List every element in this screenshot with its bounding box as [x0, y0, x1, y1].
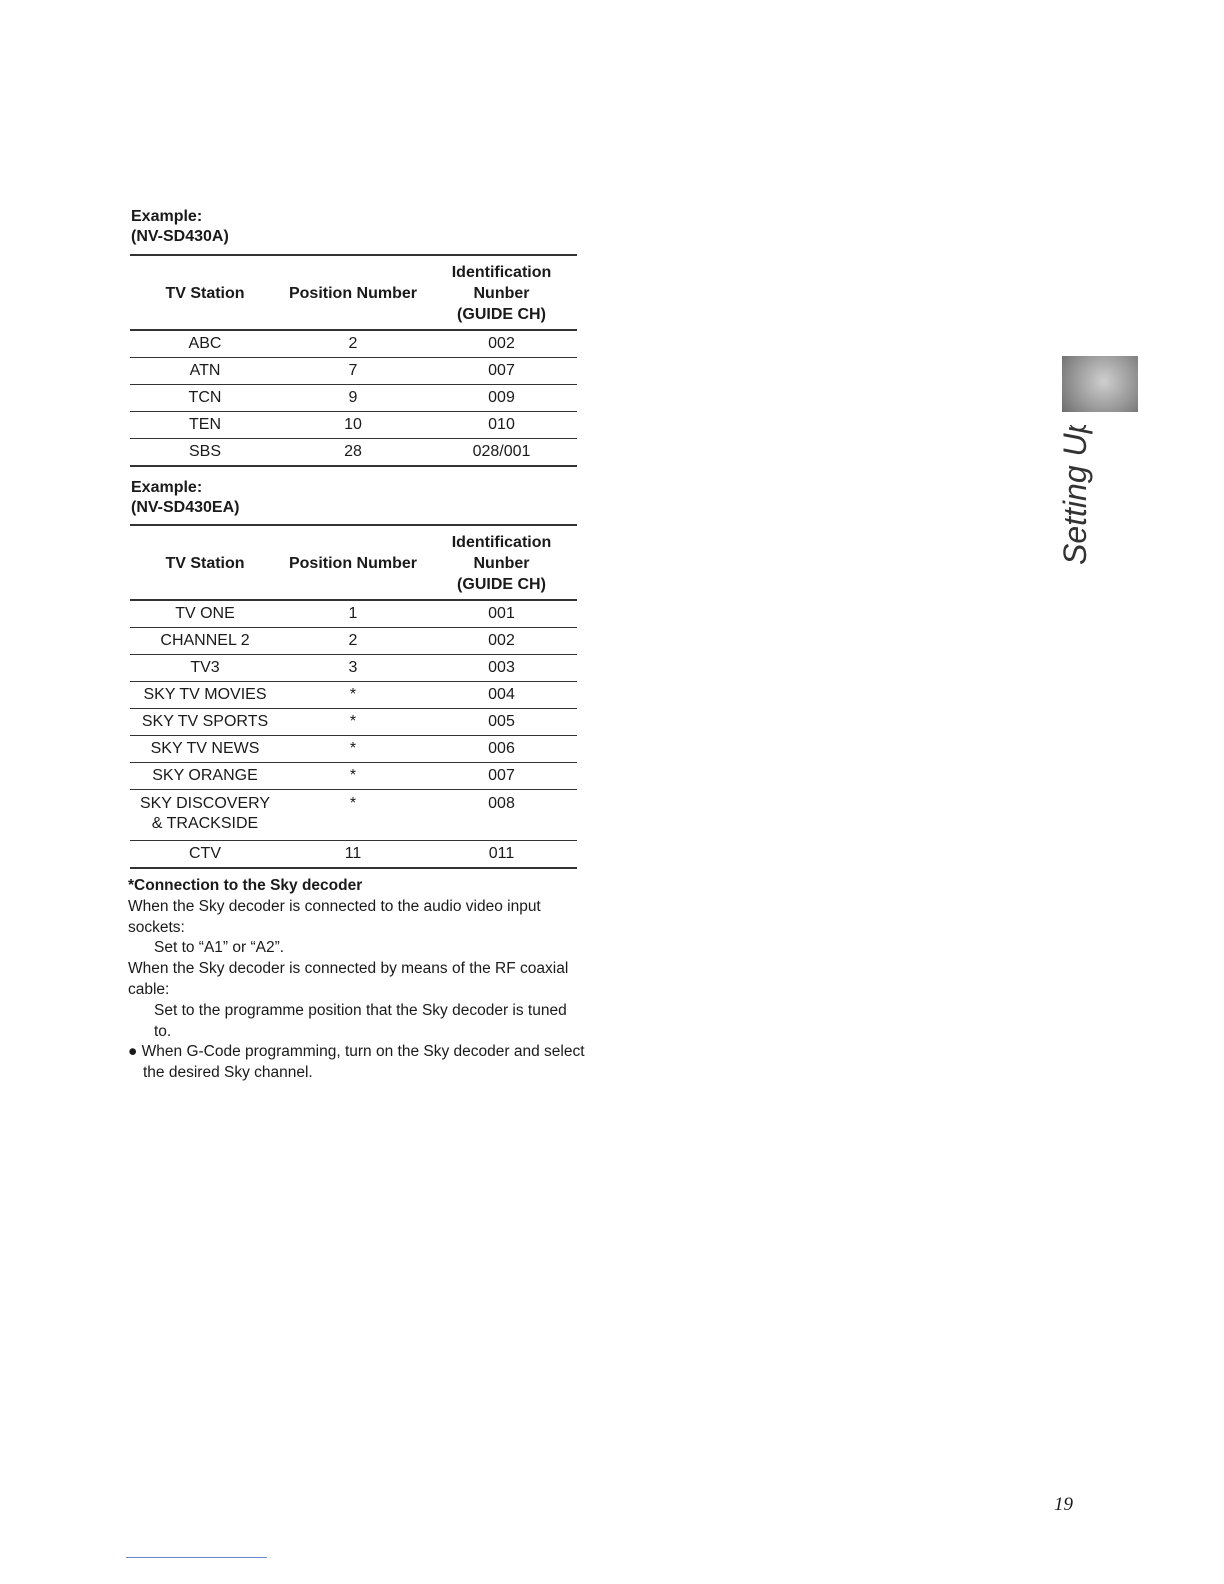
cell-position: *	[280, 682, 426, 709]
table-row	[130, 790, 577, 841]
notes-bullet-text: When G-Code programming, turn on the Sky decoder and select the desired Sky channel.	[141, 1043, 585, 1082]
cell-position: 28	[280, 439, 426, 467]
cell-station-line2: & TRACKSIDE	[151, 815, 259, 832]
cell-position: 2	[280, 330, 426, 358]
cell-position: 3	[280, 655, 426, 682]
side-tab-setting-up	[1038, 425, 1112, 575]
cell-station: TCN	[130, 385, 280, 412]
cell-position: *	[280, 763, 426, 790]
table-row	[130, 412, 577, 439]
table-row	[130, 763, 577, 790]
example2-label: Example:	[131, 479, 203, 496]
table-row	[130, 841, 577, 869]
notes-instruction-rf: Set to the programme position that the Sky decoder is tuned to.	[154, 1001, 567, 1040]
cell-position: 7	[280, 358, 426, 385]
side-tab-text: Setting Up	[1057, 425, 1093, 565]
example1-label: Example:	[131, 208, 203, 225]
cell-id: 002	[426, 330, 577, 358]
header-tv-station: TV Station	[130, 525, 280, 600]
notes-paragraph-av: When the Sky decoder is connected to the audio video input sockets:	[128, 897, 541, 936]
table-header-row	[130, 525, 577, 600]
header-position-number: Position Number	[280, 525, 426, 600]
side-tab-svg	[1038, 425, 1112, 575]
example1-table	[130, 254, 577, 467]
cell-position: 10	[280, 412, 426, 439]
cell-station: SKY TV SPORTS	[130, 709, 280, 736]
cell-position: 11	[280, 841, 426, 869]
cell-station: CHANNEL 2	[130, 628, 280, 655]
header-id-line2: Nunber	[473, 285, 530, 302]
notes-bullet	[128, 1042, 588, 1084]
halftone-square-marker-icon	[1062, 356, 1138, 412]
cell-station: TEN	[130, 412, 280, 439]
cell-station: SKY ORANGE	[130, 763, 280, 790]
footer-rule	[126, 1557, 267, 1558]
cell-station	[130, 790, 280, 841]
cell-station: TV ONE	[130, 600, 280, 628]
cell-id: 028/001	[426, 439, 577, 467]
cell-id: 011	[426, 841, 577, 869]
header-id-line3: (GUIDE CH)	[457, 306, 546, 323]
cell-id: 007	[426, 763, 577, 790]
notes-paragraph-rf: When the Sky decoder is connected by means of the RF coaxial cable:	[128, 960, 569, 998]
cell-station: SBS	[130, 439, 280, 467]
cell-station: SKY TV NEWS	[130, 736, 280, 763]
cell-position: *	[280, 709, 426, 736]
table-row	[130, 709, 577, 736]
table-row	[130, 736, 577, 763]
sky-decoder-notes	[128, 876, 588, 1084]
table-row	[130, 385, 577, 412]
example2-heading	[131, 478, 239, 518]
cell-position: 9	[280, 385, 426, 412]
notes-instruction-av: Set to “A1” or “A2”.	[154, 939, 285, 957]
cell-id: 002	[426, 628, 577, 655]
example2-table	[130, 524, 577, 869]
header-id-line2: Nunber	[473, 555, 530, 572]
cell-station: TV3	[130, 655, 280, 682]
cell-id: 007	[426, 358, 577, 385]
cell-station: ATN	[130, 358, 280, 385]
example1-heading	[131, 207, 229, 247]
cell-position: *	[280, 736, 426, 763]
cell-id: 004	[426, 682, 577, 709]
header-id-line1: Identification	[451, 264, 552, 281]
header-identification-number	[426, 525, 577, 600]
bullet-icon: ●	[128, 1043, 142, 1061]
cell-position: 1	[280, 600, 426, 628]
cell-id: 010	[426, 412, 577, 439]
table-header-row	[130, 255, 577, 330]
cell-id: 008	[426, 790, 577, 841]
cell-position: *	[280, 790, 426, 841]
header-position-number: Position Number	[280, 255, 426, 330]
header-id-line3: (GUIDE CH)	[457, 576, 546, 593]
table-row	[130, 655, 577, 682]
table-row	[130, 358, 577, 385]
table-row	[130, 628, 577, 655]
cell-id: 006	[426, 736, 577, 763]
page-number: 19	[1054, 1494, 1073, 1515]
example1-model: (NV-SD430A)	[131, 228, 229, 245]
cell-station: CTV	[130, 841, 280, 869]
header-id-line1: Identification	[451, 534, 552, 551]
cell-id: 009	[426, 385, 577, 412]
cell-station: SKY TV MOVIES	[130, 682, 280, 709]
cell-station-line1: SKY DISCOVERY	[139, 795, 271, 812]
cell-station: ABC	[130, 330, 280, 358]
header-identification-number	[426, 255, 577, 330]
cell-id: 005	[426, 709, 577, 736]
table-row	[130, 600, 577, 628]
example2-model: (NV-SD430EA)	[131, 499, 240, 516]
cell-position: 2	[280, 628, 426, 655]
table-row	[130, 682, 577, 709]
notes-title: *Connection to the Sky decoder	[128, 877, 363, 894]
cell-id: 003	[426, 655, 577, 682]
cell-id: 001	[426, 600, 577, 628]
header-tv-station: TV Station	[130, 255, 280, 330]
table-row	[130, 330, 577, 358]
table-row	[130, 439, 577, 467]
